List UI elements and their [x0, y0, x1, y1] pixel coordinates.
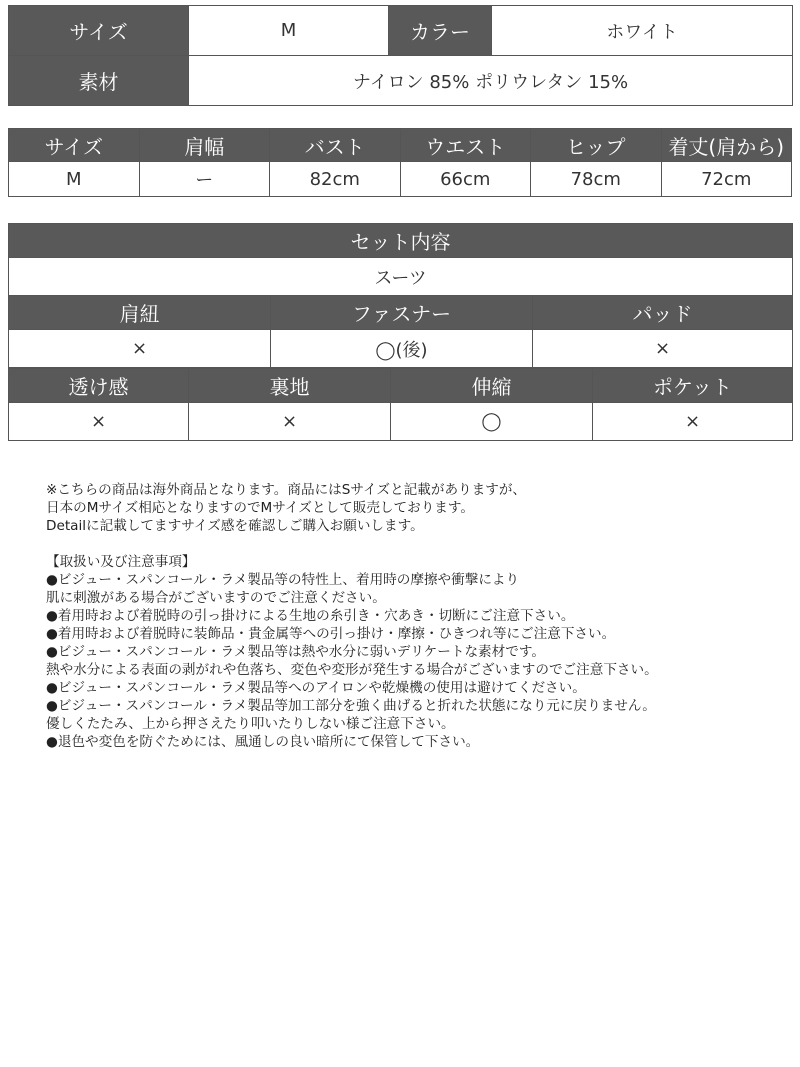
measure-value-length: 72cm	[661, 162, 792, 197]
care-line: ●ビジュー・スパンコール・ラメ製品等へのアイロンや乾燥機の使用は避けてください。	[46, 680, 586, 696]
notice-line: 日本のMサイズ相応となりますのでMサイズとして販売しております。	[46, 500, 475, 516]
set-contents-table	[8, 223, 793, 368]
feature-value-strap: ×	[9, 330, 271, 368]
measure-value-size: M	[9, 162, 140, 197]
care-line: ●ビジュー・スパンコール・ラメ製品等は熱や水分に弱いデリケートな素材です。	[46, 644, 545, 660]
features-table	[8, 368, 793, 441]
material-value: ナイロン 85% ポリウレタン 15%	[189, 56, 793, 106]
feature-header-pocket: ポケット	[593, 369, 793, 403]
feature-value-stretch: ◯	[391, 403, 593, 441]
color-value: ホワイト	[492, 6, 793, 56]
size-label: サイズ	[9, 6, 189, 56]
notice-line: Detailに記載してますサイズ感を確認しご購入お願いします。	[46, 518, 424, 534]
set-contents-header: セット内容	[9, 224, 793, 258]
measure-header-size: サイズ	[9, 129, 140, 162]
care-heading: 【取扱い及び注意事項】	[46, 554, 196, 570]
notice-line: ※こちらの商品は海外商品となります。商品にはSサイズと記載がありますが、	[46, 482, 527, 498]
care-line: 肌に刺激がある場合がございますのでご注意ください。	[46, 590, 386, 606]
measurements-table	[8, 128, 792, 197]
feature-header-pad: パッド	[533, 296, 793, 330]
feature-header-lining: 裏地	[189, 369, 391, 403]
feature-value-zipper: ◯(後)	[271, 330, 533, 368]
measure-header-waist: ウエスト	[400, 129, 531, 162]
care-line: ●着用時および着脱時に装飾品・貴金属等への引っ掛け・摩擦・ひきつれ等にご注意下さい。	[46, 626, 616, 642]
measure-header-length: 着丈(肩から)	[661, 129, 792, 162]
measure-header-hip: ヒップ	[531, 129, 662, 162]
feature-value-sheer: ×	[9, 403, 189, 441]
measure-header-bust: バスト	[270, 129, 401, 162]
care-line: ●ビジュー・スパンコール・ラメ製品等加工部分を強く曲げると折れた状態になり元に戻りません。	[46, 698, 656, 714]
care-line: ●着用時および着脱時の引っ掛けによる生地の糸引き・穴あき・切断にご注意下さい。	[46, 608, 575, 624]
feature-value-pocket: ×	[593, 403, 793, 441]
care-line: ●退色や変色を防ぐためには、風通しの良い暗所にて保管して下さい。	[46, 734, 480, 750]
measure-value-shoulder: ー	[139, 162, 270, 197]
feature-header-strap: 肩紐	[9, 296, 271, 330]
measure-value-hip: 78cm	[531, 162, 662, 197]
overseas-product-notice	[46, 481, 786, 535]
feature-header-stretch: 伸縮	[391, 369, 593, 403]
feature-header-sheer: 透け感	[9, 369, 189, 403]
feature-value-pad: ×	[533, 330, 793, 368]
size-value: M	[189, 6, 389, 56]
care-instructions	[46, 553, 786, 751]
set-contents-value: スーツ	[9, 258, 793, 296]
product-info-table	[8, 5, 793, 106]
feature-header-zipper: ファスナー	[271, 296, 533, 330]
care-line: 熱や水分による表面の剥がれや色落ち、変色や変形が発生する場合がございますのでご注意下さい。	[46, 662, 658, 678]
measure-value-bust: 82cm	[270, 162, 401, 197]
material-label: 素材	[9, 56, 189, 106]
measure-value-waist: 66cm	[400, 162, 531, 197]
color-label: カラー	[389, 6, 492, 56]
care-line: 優しくたたみ、上から押さえたり叩いたりしない様ご注意下さい。	[46, 716, 455, 732]
feature-value-lining: ×	[189, 403, 391, 441]
care-line: ●ビジュー・スパンコール・ラメ製品等の特性上、着用時の摩擦や衝撃により	[46, 572, 520, 588]
measure-header-shoulder: 肩幅	[139, 129, 270, 162]
